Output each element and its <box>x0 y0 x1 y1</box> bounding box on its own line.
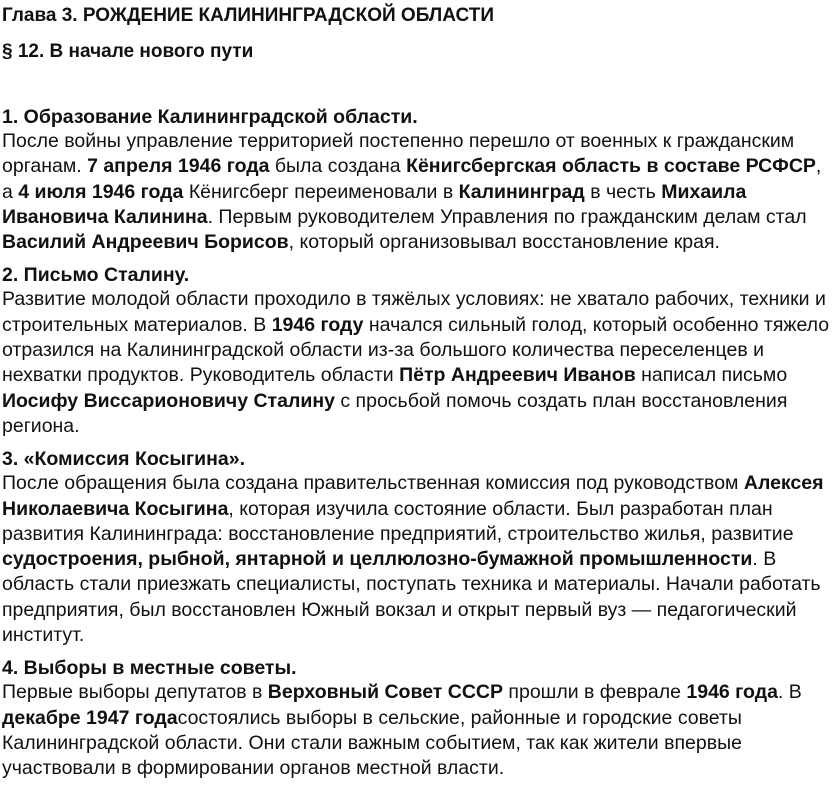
bold-text-run: Алексея Николаевича Косыгина <box>2 472 824 520</box>
section-body <box>2 471 834 648</box>
section-3 <box>2 447 834 648</box>
paragraph-title: § 12. В начале нового пути <box>2 41 254 62</box>
section-heading: 3. «Комиссия Косыгина». <box>2 448 246 471</box>
text-run: После войны управление территорией постепенно перешло от военных к гражданским органам. <box>2 130 795 178</box>
text-run: прошли в феврале <box>503 681 687 704</box>
section-body <box>2 680 834 781</box>
text-run: состоялись выборы в сельские, районные и городские советы Калининградской области. Они стали важным событием, так как жители впервые участвовали в формировании органов местной власти. <box>2 706 742 780</box>
bold-text-run: Иосифу Виссарионовичу Сталину <box>2 389 335 412</box>
chapter-title: Глава 3. РОЖДЕНИЕ КАЛИНИНГРАДСКОЙ ОБЛАСТИ <box>2 5 494 26</box>
text-run: начался сильный голод, который особенно тяжело отразился на Калининградской области из-за большого количества переселенцев и нехватки продуктов. Руководитель области <box>2 313 830 387</box>
text-run: , который организовывал восстановление края. <box>288 231 720 254</box>
text-run: с просьбой помочь создать план восстановления региона. <box>2 389 788 437</box>
section-2 <box>2 263 834 439</box>
text-run: написал письмо <box>635 364 788 387</box>
bold-text-run: судостроения, рыбной, янтарной и целлюлозно-бумажной промышленности <box>2 548 753 571</box>
bold-text-run: Калининград <box>458 180 585 203</box>
text-run: . В <box>777 681 802 704</box>
text-run: была создана <box>269 155 407 178</box>
section-4 <box>2 656 834 781</box>
text-run: Первые выборы депутатов в <box>2 681 268 704</box>
text-run: , которая изучила состояние области. Был разработан план развития Калининграда: восстановление предприятий, строительство жилья, развитие <box>2 497 794 545</box>
text-run: . Первым руководителем Управления по гражданским делам стал <box>207 205 807 228</box>
bold-text-run: Кёнигсбергская область в составе РСФСР <box>406 155 816 178</box>
section-heading: 4. Выборы в местные советы. <box>2 657 297 680</box>
bold-text-run: 1946 году <box>271 313 364 336</box>
bold-text-run: Василий Андреевич Борисов <box>2 231 289 254</box>
bold-text-run: декабре 1947 года <box>2 706 178 729</box>
sections-container <box>2 105 834 782</box>
bold-text-run: 4 июля 1946 года <box>18 180 184 203</box>
section-body <box>2 129 834 255</box>
text-run: в честь <box>584 180 662 203</box>
bold-text-run: Верховный Совет СССР <box>267 681 504 704</box>
section-1 <box>2 105 834 255</box>
section-heading: 2. Письмо Сталину. <box>2 264 190 287</box>
text-run: Развитие молодой области проходило в тяжёлых условиях: не хватало рабочих, техники и строительных материалов. В <box>2 288 826 336</box>
text-run: Кёнигсберг переименовали в <box>183 180 459 203</box>
bold-text-run: Пётр Андреевич Иванов <box>399 364 636 387</box>
section-body <box>2 287 834 439</box>
bold-text-run: 7 апреля 1946 года <box>87 155 270 178</box>
text-run: После обращения была создана правительственная комиссия под руководством <box>2 472 744 495</box>
text-run: , а <box>2 155 822 203</box>
text-run: . В область стали приезжать специалисты, поступать техника и материалы. Начали работать предприятия, был восстановлен Южный вокзал и открыт первый вуз — педагогический институт. <box>2 548 821 647</box>
section-heading: 1. Образование Калининградской области. <box>2 106 418 128</box>
bold-text-run: Михаила Ивановича Калинина <box>2 180 747 228</box>
bold-text-run: 1946 года <box>686 681 778 704</box>
